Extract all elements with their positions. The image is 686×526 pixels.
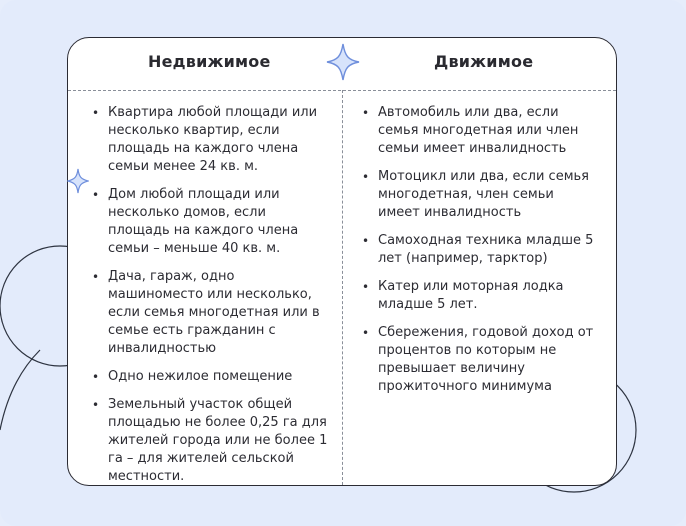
list-item: • Автомобиль или два, если семья многодетная или член семьи имеет инвалидность — [362, 104, 598, 158]
column-divider — [342, 90, 343, 485]
list-item: • Самоходная техника младше 5 лет (например, тарктор) — [362, 232, 598, 268]
list-item: • Земельный участок общей площадью не более 0,25 га для жителей города или не более 1 га – для жителей сельской местности. — [92, 396, 328, 486]
list-item: • Дом любой площади или несколько домов, если площадь на каждого члена семьи – меньше 40 кв. м. — [92, 186, 328, 258]
comparison-card — [67, 37, 617, 486]
sparkle-icon — [326, 43, 360, 81]
column-title-immovable: Недвижимое — [148, 52, 271, 71]
list-item: • Дача, гараж, одно машиноместо или несколько, если семья многодетная или в семье есть гражданин с инвалидностью — [92, 268, 328, 358]
list-item: • Катер или моторная лодка младше 5 лет. — [362, 278, 598, 314]
list-item: • Квартира любой площади или несколько квартир, если площадь на каждого члена семьи менее 24 кв. м. — [92, 104, 328, 176]
list-item: • Мотоцикл или два, если семья многодетная, член семьи имеет инвалидность — [362, 168, 598, 222]
column-title-movable: Движимое — [434, 52, 534, 71]
list-item: • Одно нежилое помещение — [92, 368, 328, 386]
movable-list — [362, 104, 598, 406]
list-item: • Сбережения, годовой доход от процентов по которым не превышает величину прожиточного минимума — [362, 324, 598, 396]
immovable-list — [92, 104, 328, 496]
sparkle-icon — [67, 168, 89, 194]
